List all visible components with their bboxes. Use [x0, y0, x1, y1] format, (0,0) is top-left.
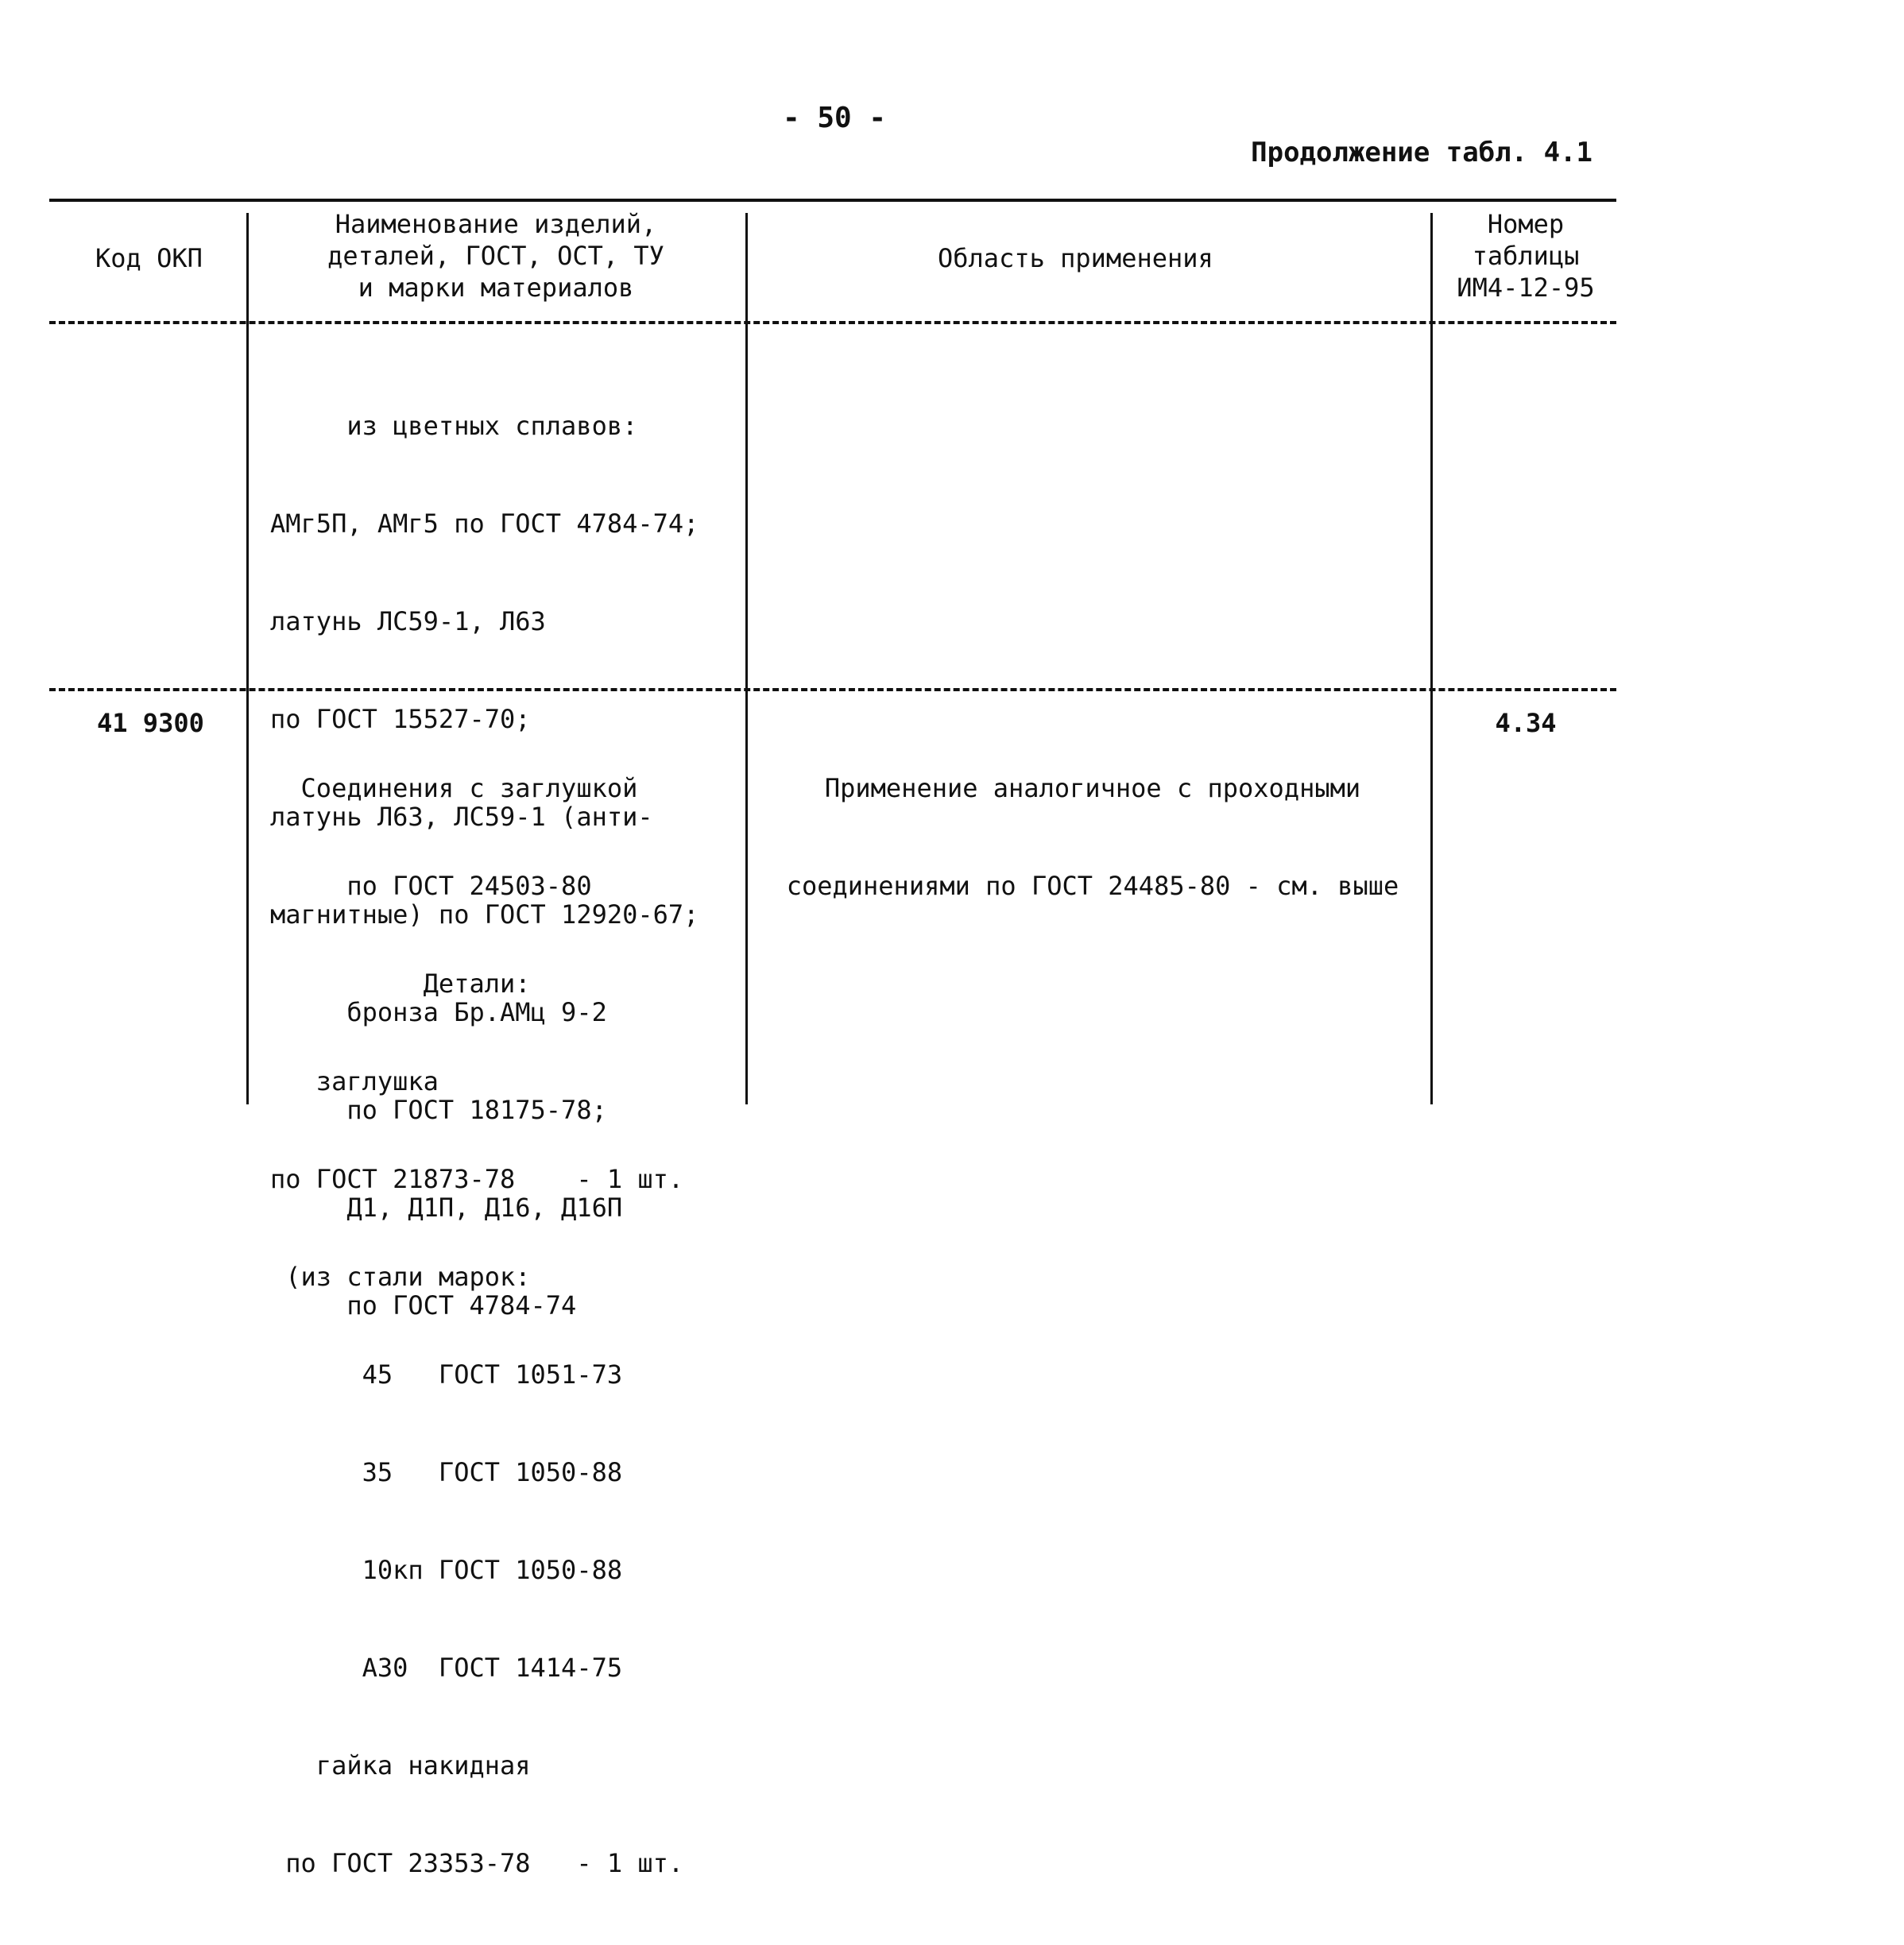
area-line: Применение аналогичное с проходными: [824, 773, 1361, 803]
name-line: Д1, Д1П, Д16, Д16П: [270, 1193, 623, 1223]
name-line: латунь ЛС59-1, Л63: [270, 606, 546, 636]
name-line: заглушка: [270, 1066, 439, 1096]
name-line: по ГОСТ 23353-78 - 1 шт.: [270, 1848, 684, 1878]
name-line: из цветных сплавов:: [270, 411, 638, 441]
name-line: по ГОСТ 24503-80: [270, 871, 592, 901]
row-table-number-cell: 4.34: [1495, 708, 1557, 738]
header-name-line: и марки материалов: [358, 273, 634, 303]
row-code-cell: 41 9300: [97, 708, 204, 738]
header-table-line: Номер: [1487, 209, 1565, 239]
name-line: магнитные) по ГОСТ 12920-67;: [270, 899, 699, 930]
header-table-line: таблицы: [1472, 241, 1580, 271]
name-line: Детали:: [270, 969, 531, 999]
column-separator-3: [1430, 213, 1433, 1104]
name-line: по ГОСТ 18175-78;: [270, 1095, 607, 1125]
header-name: [253, 208, 739, 304]
name-line: АМг5П, АМг5 по ГОСТ 4784-74;: [270, 508, 699, 539]
top-rule: [49, 199, 1616, 202]
header-divider: [49, 321, 1616, 324]
name-line: 35 ГОСТ 1050-88: [270, 1457, 623, 1487]
name-line: 10кп ГОСТ 1050-88: [270, 1555, 623, 1585]
page-number: - 50 -: [782, 102, 887, 134]
header-table-number: [1438, 208, 1613, 304]
area-line: соединениями по ГОСТ 24485-80 - см. выше: [786, 871, 1399, 901]
name-line: гайка накидная: [270, 1750, 531, 1781]
header-table-line: ИМ4-12-95: [1457, 273, 1595, 303]
name-line: по ГОСТ 4784-74: [270, 1290, 577, 1321]
name-line: А30 ГОСТ 1414-75: [270, 1653, 623, 1683]
name-line: латунь Л63, ЛС59-1 (анти-: [270, 802, 653, 832]
name-line: бронза Бр.АМц 9-2: [270, 997, 607, 1027]
row-area-cell: [763, 707, 1422, 968]
name-line: 45 ГОСТ 1051-73: [270, 1359, 623, 1390]
header-area: Область применения: [938, 243, 1213, 273]
name-line: (из стали марок:: [270, 1262, 531, 1292]
name-line: по ГОСТ 15527-70;: [270, 704, 531, 734]
name-line: Соединения с заглушкой: [270, 773, 638, 803]
header-name-line: Наименование изделий,: [335, 209, 657, 239]
header-name-line: деталей, ГОСТ, ОСТ, ТУ: [327, 241, 664, 271]
column-separator-1: [246, 213, 249, 1104]
name-line: по ГОСТ 21873-78 - 1 шт.: [270, 1164, 684, 1194]
column-separator-2: [745, 213, 748, 1104]
header-code: Код ОКП: [95, 243, 203, 273]
row-name-cell: [270, 707, 683, 1945]
table-continued-caption: Продолжение табл. 4.1: [1251, 137, 1592, 168]
row-divider: [49, 688, 1616, 691]
